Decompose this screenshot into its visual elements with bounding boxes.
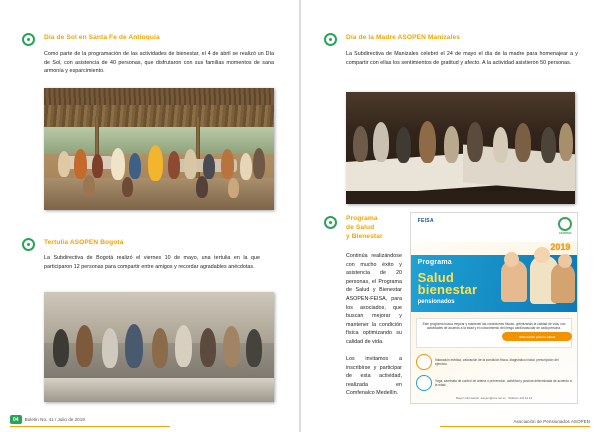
section-title-programa-line1: Programa (346, 215, 378, 222)
section-title-programa-line3: y Bienestar (346, 233, 383, 240)
poster-row-1-text: Valoración médica, valoración de la condición física, diagnóstico inicial, prescripción del ejercicio. (434, 357, 559, 367)
poster-headline-big-line2: bienestar (417, 281, 478, 297)
section-title-dia-de-la-madre: Día de la Madre ASOPEN Manizales (346, 34, 460, 41)
asopen-logo-icon (558, 217, 572, 231)
footer-left (10, 415, 85, 424)
section-paragraph-dia-de-la-madre: La Subdirectiva de Manizales celebró el 24 de mayo el día de la madre para homenajear a y compartir con ellas los sentimientos de gratitud y afecto. A la actividad asistieron 50 personas. (346, 51, 578, 66)
section-paragraph-tertulia: La Subdirectiva de Bogotá realizó el viernes 10 de mayo, una tertulia en la que participaron 12 personas para compartir entre amigos y recordar agradables anécdotas. (44, 255, 260, 270)
footer-issue-text: Boletín No. 41 / Julio de 2019 (24, 417, 85, 422)
footer-rule-left (10, 426, 170, 427)
poster-headline-big-line1: Salud (417, 269, 455, 285)
poster-headline-big (417, 269, 478, 297)
poster-logo-feisa: FEISA (417, 217, 434, 224)
poster-logo-asopen: ASOPEN (558, 217, 572, 235)
poster-year: 2019 (550, 241, 571, 252)
footer-page-number: 04 (10, 415, 22, 424)
poster-row-2 (416, 373, 572, 394)
photo-dia-de-sol (44, 88, 274, 210)
poster-programa-salud-bienestar (410, 212, 578, 404)
section-paragraph-dia-de-sol: Como parte de la programación de las actividades de bienestar, el 4 de abril se realizó un Día de Sol, con asistencia de 40 personas, que disfrutaron con sus familias momentos de sana armonía y esparcimiento. (44, 51, 274, 75)
section-paragraph-programa-1: Continúa realizándose con mucho éxito y asistencia de 20 personas, el Programa de Salud y Bienestar ASOPEN-FEISA, para los asociados, que buscan mejorar y mantener la condición física optimizando su calidad de vida. (346, 253, 402, 345)
poster-row-2-text: Yoga, caminata de control de arteria o prevención, actividad y postura determinada de acuerdo a la edad. (434, 378, 572, 388)
ring-bullet-icon (324, 33, 337, 46)
poster-row-1 (416, 352, 572, 373)
poster-headline-small: Programa (417, 258, 452, 266)
footer-right-text: Asociación de Pensionados ASOPEN (513, 419, 590, 424)
right-page-column (300, 0, 600, 432)
section-title-dia-de-sol: Día de Sol en Santa Fe de Antioquia (44, 34, 160, 41)
poster-people-photo (499, 247, 575, 319)
section-paragraph-programa-2: Los invitamos a inscribirse y participar de esta actividad, realizada en Comfenalco Medellín. (346, 356, 402, 397)
photo-dia-de-la-madre (346, 92, 575, 204)
ring-bullet-icon (22, 238, 35, 251)
poster-cta-label: Educación para la salud (502, 332, 572, 342)
section-title-programa-line2: de Salud (346, 224, 375, 231)
poster-headline-sub: pensionados (417, 298, 455, 305)
section-title-tertulia: Tertulia ASOPEN Bogotá (44, 239, 124, 246)
heart-icon (416, 354, 432, 370)
ring-bullet-icon (22, 33, 35, 46)
photo-tertulia (44, 292, 274, 402)
footer-rule-right (440, 426, 590, 427)
poster-description: Este programa busca mejorar y mantener las condiciones físicas, optimizando la calidad de vida, con actividades de acuerdo a la edad y el conocimiento del riesgo cardiovascular de cada persona. (416, 318, 572, 348)
ring-bullet-icon (324, 216, 337, 229)
poster-footnote: Mayor información: asopen@une.net.co - Teléfono 444 44 44 (456, 396, 532, 401)
person-exercise-icon (416, 375, 432, 391)
